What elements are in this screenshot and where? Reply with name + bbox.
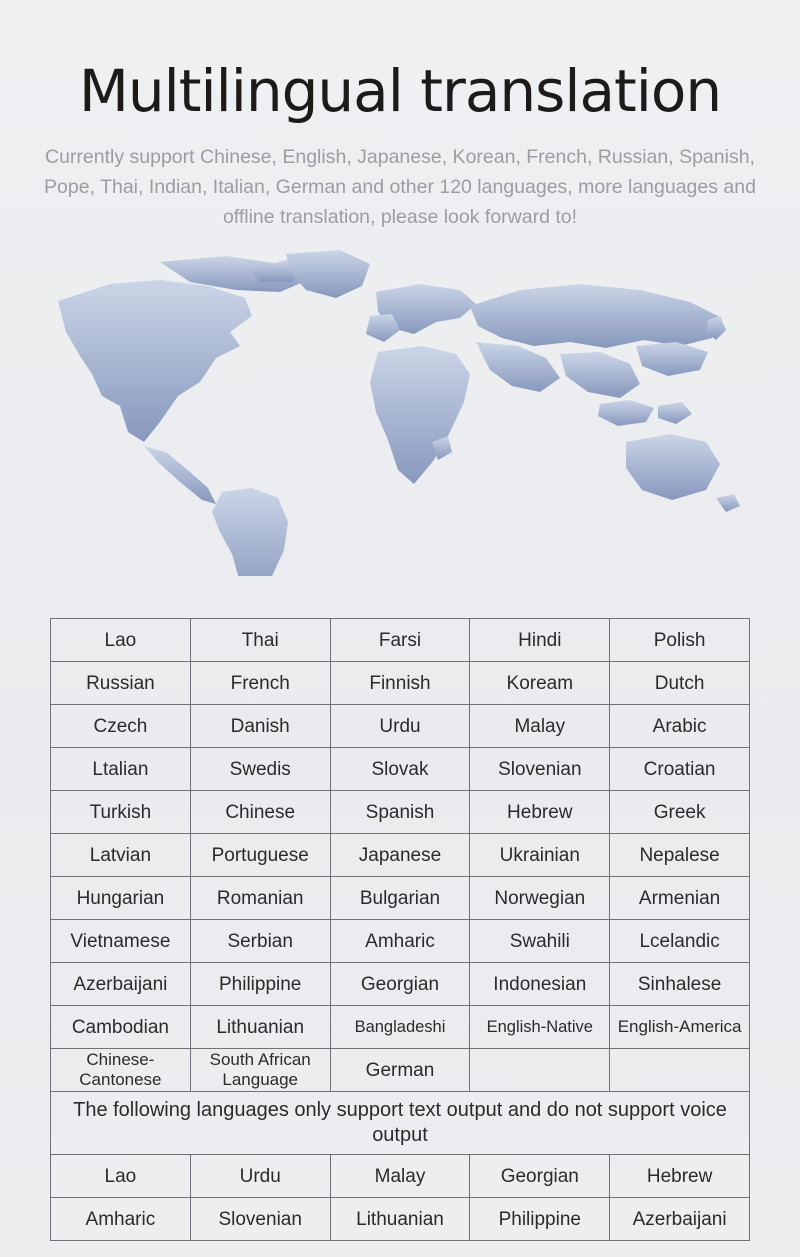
table-cell: Georgian [470, 1155, 610, 1198]
page-subtitle: Currently support Chinese, English, Japanese, Korean, French, Russian, Spanish, Pope, Thai, Indian, Italian, German and other 120 languages, more languages and offline translation, please look forward to! [44, 146, 756, 228]
table-cell: Lao [51, 619, 191, 662]
table-cell: Ltalian [51, 748, 191, 791]
table-cell: Slovak [330, 748, 470, 791]
table-cell: Swahili [470, 920, 610, 963]
table-cell: Dutch [610, 662, 750, 705]
table-cell: Lcelandic [610, 920, 750, 963]
table-note-row [51, 1092, 750, 1155]
table-cell: Farsi [330, 619, 470, 662]
table-cell: Armenian [610, 877, 750, 920]
table-row [51, 705, 750, 748]
table-cell: Hindi [470, 619, 610, 662]
table-row [51, 877, 750, 920]
table-cell: Hebrew [610, 1155, 750, 1198]
table-cell: South African Language [190, 1049, 330, 1092]
table-row [51, 619, 750, 662]
table-cell: Malay [470, 705, 610, 748]
table-cell: Malay [330, 1155, 470, 1198]
languages-table [50, 618, 750, 1241]
table-row [51, 748, 750, 791]
table-cell-empty [610, 1049, 750, 1092]
table-row [51, 1006, 750, 1049]
table-cell: Philippine [470, 1198, 610, 1241]
world-map-icon [40, 246, 760, 576]
table-cell: Arabic [610, 705, 750, 748]
table-cell: Bangladeshi [330, 1006, 470, 1049]
table-cell: Lithuanian [190, 1006, 330, 1049]
table-cell: Polish [610, 619, 750, 662]
table-cell: Lao [51, 1155, 191, 1198]
table-cell: Vietnamese [51, 920, 191, 963]
table-cell: Lithuanian [330, 1198, 470, 1241]
table-cell: English-America [610, 1006, 750, 1049]
table-cell: Azerbaijani [610, 1198, 750, 1241]
table-cell: Spanish [330, 791, 470, 834]
languages-table-body [51, 619, 750, 1241]
table-cell: Slovenian [190, 1198, 330, 1241]
text-only-note: The following languages only support text output and do not support voice output [51, 1092, 750, 1155]
table-row [51, 791, 750, 834]
table-cell: German [330, 1049, 470, 1092]
table-cell: Greek [610, 791, 750, 834]
table-cell: Norwegian [470, 877, 610, 920]
languages-table-container [50, 618, 750, 1241]
table-row [51, 1198, 750, 1241]
table-row [51, 1155, 750, 1198]
table-cell: Czech [51, 705, 191, 748]
table-cell: Russian [51, 662, 191, 705]
table-cell: Indonesian [470, 963, 610, 1006]
table-cell: Hebrew [470, 791, 610, 834]
table-cell: Azerbaijani [51, 963, 191, 1006]
table-cell: Croatian [610, 748, 750, 791]
table-cell: Urdu [330, 705, 470, 748]
table-cell: Sinhalese [610, 963, 750, 1006]
table-cell: Georgian [330, 963, 470, 1006]
table-cell: French [190, 662, 330, 705]
table-cell: Japanese [330, 834, 470, 877]
table-cell: Slovenian [470, 748, 610, 791]
table-cell: Amharic [330, 920, 470, 963]
page-title: Multilingual translation [78, 57, 722, 125]
table-cell: Danish [190, 705, 330, 748]
table-cell: Chinese [190, 791, 330, 834]
table-cell: Finnish [330, 662, 470, 705]
table-cell: Latvian [51, 834, 191, 877]
table-cell: Philippine [190, 963, 330, 1006]
table-cell: Swedis [190, 748, 330, 791]
table-row [51, 920, 750, 963]
table-cell: Turkish [51, 791, 191, 834]
table-cell: Serbian [190, 920, 330, 963]
world-map-container [0, 246, 800, 576]
table-cell: Ukrainian [470, 834, 610, 877]
table-cell: Portuguese [190, 834, 330, 877]
table-cell: Romanian [190, 877, 330, 920]
table-cell: Thai [190, 619, 330, 662]
table-cell-empty [470, 1049, 610, 1092]
table-row [51, 1049, 750, 1092]
table-cell: Nepalese [610, 834, 750, 877]
table-row [51, 662, 750, 705]
table-cell: Koream [470, 662, 610, 705]
table-cell: English-Native [470, 1006, 610, 1049]
table-cell: Amharic [51, 1198, 191, 1241]
table-cell: Bulgarian [330, 877, 470, 920]
table-cell: Hungarian [51, 877, 191, 920]
table-cell: Cambodian [51, 1006, 191, 1049]
table-row [51, 834, 750, 877]
table-cell: Urdu [190, 1155, 330, 1198]
table-row [51, 963, 750, 1006]
table-cell: Chinese-Cantonese [51, 1049, 191, 1092]
